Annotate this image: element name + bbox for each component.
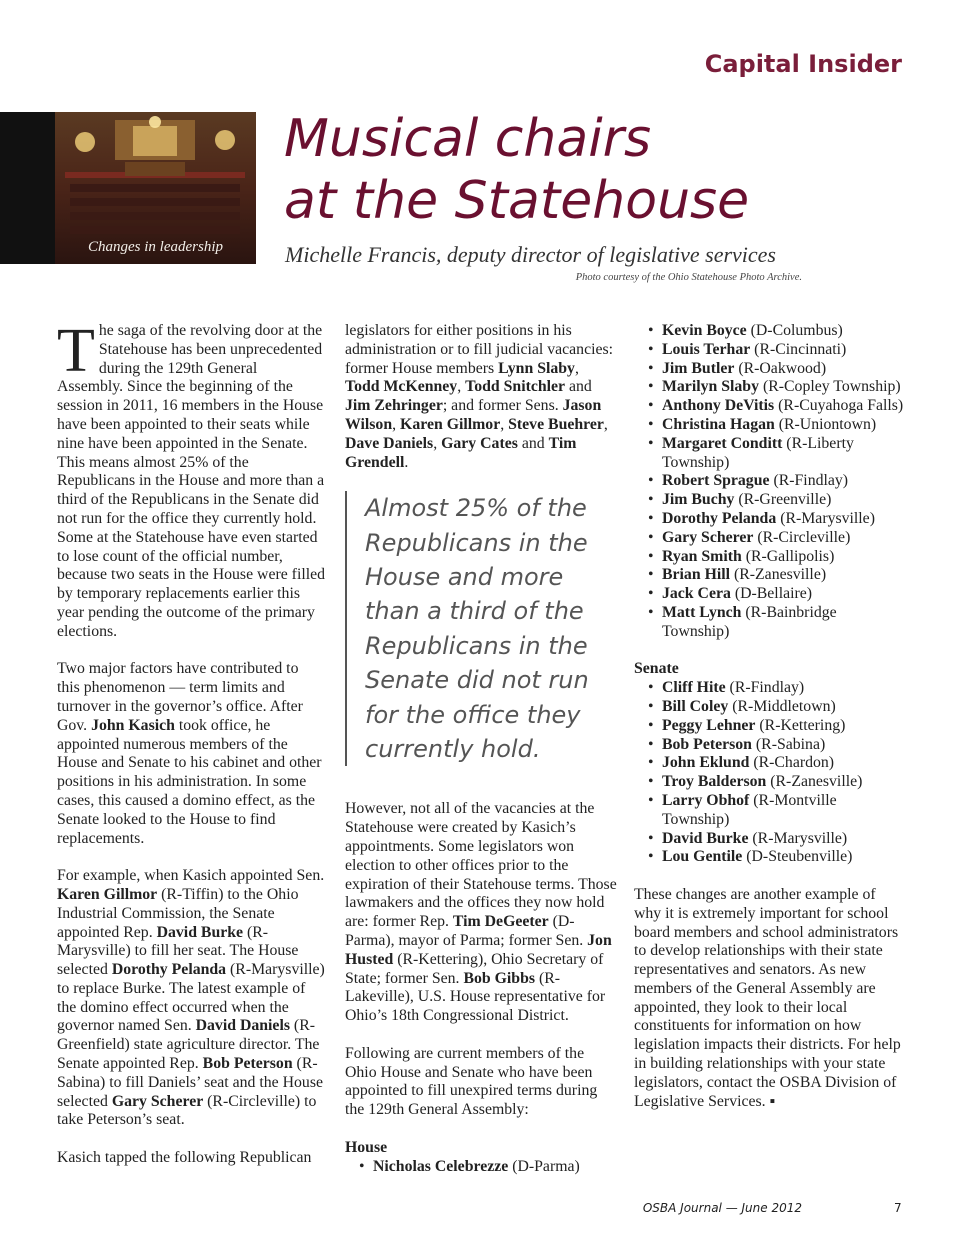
- bold-name: Todd McKenney: [345, 378, 458, 396]
- member-district: (R-Circleville): [753, 528, 851, 546]
- member-district: (R-Findlay): [725, 679, 805, 697]
- bold-name: Todd Snitchler: [465, 378, 566, 396]
- paragraph-other-vacancies: [345, 800, 617, 1026]
- member-name: Dorothy Pelanda: [662, 509, 777, 527]
- headline-line1: Musical chairs: [284, 109, 652, 169]
- text: For example, when Kasich appointed Sen.: [57, 867, 325, 885]
- page-number: 7: [894, 1201, 902, 1215]
- list-item: [634, 736, 906, 755]
- byline: Michelle Francis, deputy director of legislative services: [285, 242, 776, 267]
- bold-name: Bob Gibbs: [463, 969, 536, 987]
- list-item: [634, 792, 906, 830]
- member-district: (R-Marysville): [748, 829, 848, 847]
- bold-name: Gary Cates: [441, 434, 518, 452]
- member-name: Jim Butler: [662, 359, 735, 377]
- member-name: Kevin Boyce: [662, 322, 747, 339]
- photo-credit: Photo courtesy of the Ohio Statehouse Photo Archive.: [575, 272, 802, 283]
- member-name: Troy Balderson: [662, 773, 767, 791]
- list-item: [634, 698, 906, 717]
- member-district: (D-Parma): [508, 1157, 580, 1175]
- text: .: [404, 453, 409, 471]
- member-name: Jack Cera: [662, 585, 731, 603]
- member-district: (R-Middletown): [728, 697, 836, 715]
- text: (R-Marysville) to replace Burke. The latest example of the domino effect occurred when the governor named Sen.: [57, 961, 325, 1035]
- text: ,: [574, 359, 579, 377]
- member-district: (R-Kettering): [755, 716, 846, 734]
- bold-name: Lynn Slaby: [498, 359, 575, 377]
- text: ,: [457, 378, 466, 396]
- member-district: (D-Columbus): [746, 322, 843, 339]
- senate-list: [634, 679, 906, 867]
- list-item: [634, 397, 906, 416]
- bold-name: Bob Peterson: [202, 1055, 293, 1073]
- bold-name: Steve Buehrer: [508, 415, 604, 433]
- member-district: (D-Steubenville): [742, 848, 853, 866]
- bold-name: Jason Wilson: [345, 397, 602, 433]
- member-name: Gary Scherer: [662, 528, 754, 546]
- member-district: (R-Bainbridge Township): [662, 603, 837, 640]
- member-name: Lou Gentile: [662, 848, 743, 866]
- member-district: (R-Greenville): [734, 491, 832, 509]
- member-name: Anthony DeVitis: [662, 397, 775, 415]
- text: (R-Circleville) to take Peterson’s seat.: [57, 1092, 317, 1129]
- member-district: (R-Uniontown): [774, 415, 877, 433]
- list-item: [634, 510, 906, 529]
- list-item: [634, 585, 906, 604]
- member-name: David Burke: [662, 829, 749, 847]
- closing-paragraph: These changes are another example of why it is extremely important for school board members and school administrators to develop relationships with their state representatives and senators. As new members of the General Assembly are appointed, they look to their local constituents for information on how legislation impacts their districts. For help in building relationships with your state legislators, contact the OSBA Division of Legislative Services. ▪: [634, 885, 901, 1110]
- list-item: [634, 848, 906, 867]
- member-name: Ryan Smith: [662, 547, 742, 565]
- list-item: [634, 773, 906, 792]
- member-name: Margaret Conditt: [662, 434, 783, 452]
- member-district: (R-Chardon): [749, 754, 835, 772]
- member-district: (R-Montville Township): [662, 791, 837, 828]
- footer-journal: OSBA Journal — June 2012: [642, 1201, 802, 1215]
- member-name: Robert Sprague: [662, 472, 770, 490]
- text: and: [517, 434, 549, 452]
- house-list: [634, 322, 906, 642]
- house-heading: House: [345, 1138, 388, 1156]
- list-item: [634, 830, 906, 849]
- member-name: Christina Hagan: [662, 415, 775, 433]
- bold-name: Dorothy Pelanda: [111, 961, 227, 979]
- member-name: Marilyn Slaby: [662, 378, 759, 396]
- list-item: [634, 604, 906, 642]
- member-name: Peggy Lehner: [662, 716, 756, 734]
- text: (R-Marysville) to fill her seat. The House selected: [57, 923, 299, 979]
- intro-paragraph: [57, 317, 326, 642]
- drop-cap: T: [57, 317, 95, 385]
- list-item: [634, 717, 906, 736]
- list-item: [345, 1158, 617, 1177]
- house-list-start: [345, 1158, 617, 1177]
- bold-name: Tim Grendell: [345, 434, 577, 471]
- member-name: Nicholas Celebrezze: [373, 1157, 509, 1175]
- text: ,: [392, 415, 401, 433]
- bold-name: Gary Scherer: [111, 1092, 204, 1110]
- text: (R-Sabina) to fill Daniels’ seat and the House selected: [57, 1055, 323, 1110]
- member-name: Matt Lynch: [662, 603, 742, 621]
- member-district: (R-Zanesville): [730, 566, 827, 584]
- member-district: (R-Cuyahoga Falls): [774, 397, 904, 415]
- bold-name: David Daniels: [195, 1017, 290, 1035]
- text: (R-Tiffin) to the Ohio Industrial Commission, the Senate appointed Rep.: [57, 885, 299, 941]
- list-item: [634, 435, 906, 473]
- member-name: Jim Buchy: [662, 491, 735, 509]
- article-column-2: [345, 322, 617, 1195]
- bold-name: John Kasich: [91, 716, 175, 734]
- text: (R-Greenfield) state agriculture director. The Senate appointed Rep.: [57, 1017, 320, 1073]
- bold-name: David Burke: [156, 923, 244, 941]
- list-item: [634, 548, 906, 567]
- member-name: Larry Obhof: [662, 791, 750, 809]
- member-district: (R-Cincinnati): [750, 340, 847, 358]
- pull-quote: Almost 25% of the Republicans in the House and more than a third of the Republicans in the Senate did not run for the office they currently hold.: [345, 491, 617, 766]
- list-item: [634, 491, 906, 510]
- member-name: John Eklund: [662, 754, 750, 772]
- member-district: (D-Bellaire): [730, 585, 813, 603]
- list-item: [634, 679, 906, 698]
- text: (R-Lakeville), U.S. House representative for Ohio’s 18th Congressional District.: [345, 969, 606, 1025]
- member-name: Bill Coley: [662, 697, 729, 715]
- member-district: (R-Liberty Township): [662, 434, 854, 471]
- bold-name: Jim Zehringer: [345, 397, 443, 415]
- article-column-3: [634, 322, 906, 1130]
- list-item: [634, 416, 906, 435]
- list-item: [634, 529, 906, 548]
- list-item: [634, 472, 906, 491]
- list-item: [634, 754, 906, 773]
- paragraph-example: [57, 867, 325, 1130]
- photo-caption: Changes in leadership: [88, 239, 223, 255]
- senate-heading: Senate: [634, 660, 679, 678]
- bold-name: Tim DeGeeter: [452, 913, 549, 931]
- bold-name: Karen Gillmor: [57, 885, 158, 903]
- text: Two major factors have contributed to this phenomenon — term limits and turnover in the governor’s office. After Gov.: [57, 660, 303, 734]
- paragraph-following: Following are current members of the Ohio House and Senate who have been appointed to fill unexpired terms during the 129th General Assembly:: [345, 1044, 598, 1119]
- text: took office, he appointed numerous members of the House and Senate to his cabinet and other positions in his administration. In some cases, this caused a domino effect, as the Senate looked to the House to find replacements.: [57, 716, 322, 847]
- paragraph-appointees: [345, 322, 617, 472]
- text: (R-Kettering), Ohio Secretary of State; former Sen.: [345, 950, 604, 987]
- member-district: (R-Gallipolis): [741, 547, 835, 565]
- member-district: (R-Sabina): [751, 735, 826, 753]
- member-district: (R-Findlay): [769, 472, 849, 490]
- text: and: [565, 378, 592, 396]
- bold-name: Karen Gillmor: [400, 415, 501, 433]
- member-district: (R-Oakwood): [734, 359, 827, 377]
- headline: [284, 108, 924, 232]
- member-district: (R-Marysville): [776, 509, 875, 527]
- list-item: [634, 360, 906, 379]
- bold-name: Dave Daniels: [345, 434, 434, 452]
- member-name: Cliff Hite: [662, 679, 726, 697]
- text: However, not all of the vacancies at the Statehouse were created by Kasich’s appointments. Some legislators won election to other offices prior to the expiration of their Statehouse terms. Those lawmakers and the offices they now hold are: former Rep.: [345, 800, 617, 931]
- text: ,: [500, 415, 509, 433]
- statehouse-photo: [0, 112, 256, 264]
- member-district: (R-Zanesville): [766, 773, 863, 791]
- list-item: [634, 378, 906, 397]
- paragraph-factors: [57, 660, 325, 848]
- text: ,: [603, 415, 608, 433]
- member-name: Bob Peterson: [662, 735, 752, 753]
- text: ; and former Sens.: [442, 397, 563, 415]
- text: ,: [433, 434, 442, 452]
- member-district: (R-Copley Township): [759, 378, 901, 396]
- section-label: Capital Insider: [704, 50, 902, 78]
- bold-name: Jon Husted: [345, 932, 612, 968]
- list-item: [634, 566, 906, 585]
- text: (D-Parma), mayor of Parma; former Sen.: [345, 913, 588, 949]
- headline-line2: at the Statehouse: [284, 171, 750, 231]
- paragraph-kasich-tapped: Kasich tapped the following Republican: [57, 1149, 312, 1167]
- list-item: [634, 341, 906, 360]
- intro-text: he saga of the revolving door at the Statehouse has been unprecedented during the 129th General Assembly. Since the beginning of the session in 2011, 16 members in the House have been appointed to their seats while nine have been appointed in the Senate. This means almost 25% of the Republicans in the House and more than a third of the Republicans in the Senate did not run for the office they currently hold. Some at the Statehouse have even started to lose count of the official number, because two seats in the House were filled by temporary replacements earlier this year pending the outcome of the primary elections.: [57, 322, 326, 640]
- text: legislators for either positions in his administration or to fill judicial vacancies: former House members: [345, 322, 614, 377]
- member-name: Louis Terhar: [662, 340, 751, 358]
- list-item: [634, 322, 906, 341]
- member-name: Brian Hill: [662, 566, 731, 584]
- article-column-1: [57, 317, 326, 1187]
